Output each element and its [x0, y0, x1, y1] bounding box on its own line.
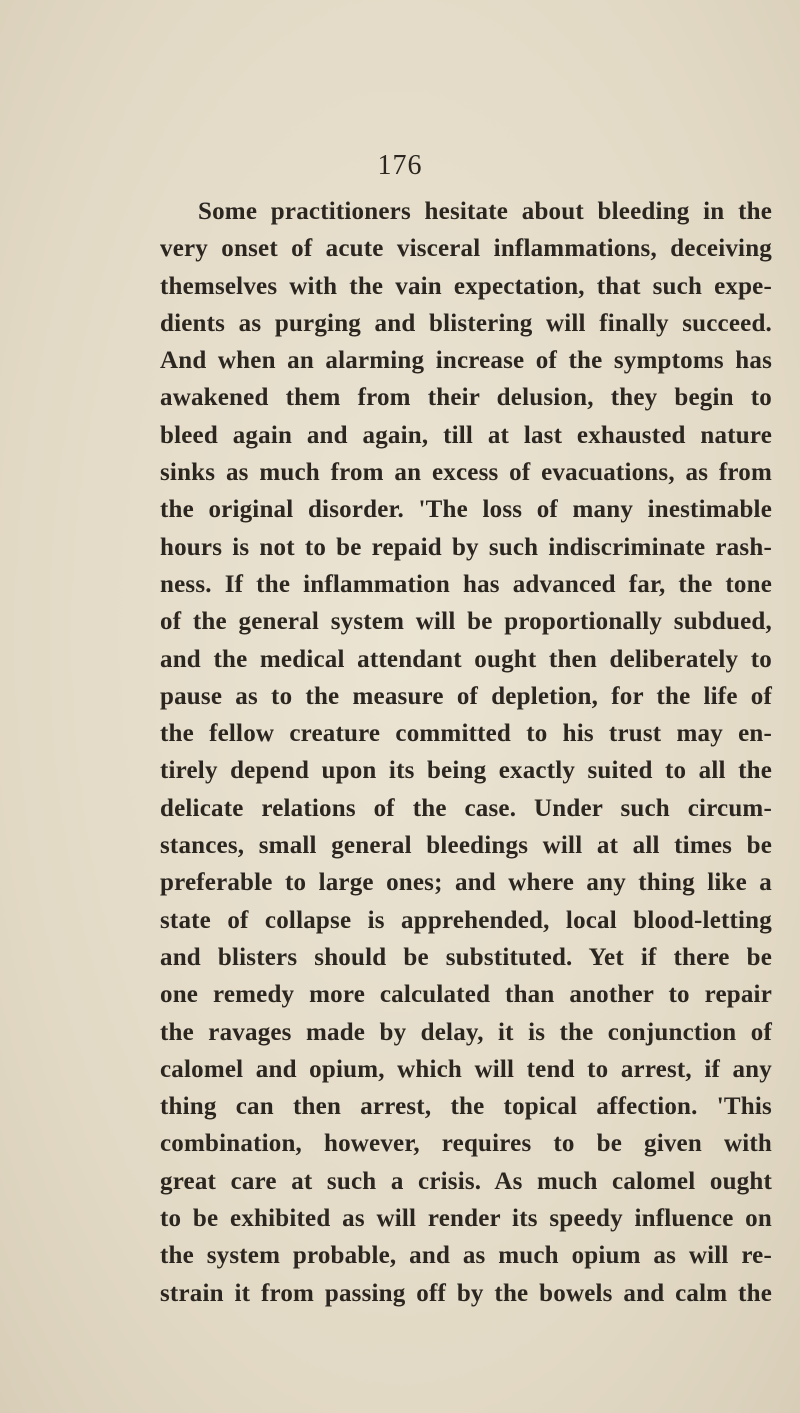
text-line: dients as purging and blistering will finally succeed. [160, 309, 772, 337]
text-line: and blisters should be substituted. Yet if there be [160, 943, 772, 971]
text-line: Some practitioners hesitate about bleeding in the [198, 198, 772, 225]
text-line: the fellow creature committed to his trust may en- [160, 720, 772, 748]
text-line: great care at such a crisis. As much calomel ought [160, 1167, 772, 1195]
text-line: themselves with the vain expectation, that such expe- [160, 272, 772, 300]
text-line: delicate relations of the case. Under such circum- [160, 794, 772, 822]
text-line: ness. If the inflammation has advanced far, the tone [160, 570, 772, 598]
text-line: bleed again and again, till at last exhausted nature [160, 421, 772, 449]
text-line: And when an alarming increase of the symptoms has [160, 347, 772, 375]
text-line: state of collapse is apprehended, local blood-letting [160, 906, 772, 934]
body-text [160, 193, 772, 1312]
text-line: tirely depend upon its being exactly suited to all the [160, 757, 772, 785]
text-line: pause as to the measure of depletion, for the life of [160, 682, 772, 710]
text-line: calomel and opium, which will tend to arrest, if any [160, 1055, 772, 1083]
text-line: hours is not to be repaid by such indiscriminate rash- [160, 533, 772, 561]
text-line: very onset of acute visceral inflammations, deceiving [160, 235, 772, 263]
text-line: of the general system will be proportionally subdued, [160, 608, 772, 636]
text-line: sinks as much from an excess of evacuations, as from [160, 459, 772, 487]
text-line: one remedy more calculated than another to repair [160, 981, 772, 1009]
text-line: to be exhibited as will render its speedy influence on [160, 1205, 772, 1233]
text-line: and the medical attendant ought then deliberately to [160, 645, 772, 673]
text-line: thing can then arrest, the topical affection. 'This [160, 1093, 772, 1121]
text-line: the system probable, and as much opium as will re- [160, 1242, 772, 1270]
text-line: the ravages made by delay, it is the conjunction of [160, 1018, 772, 1046]
text-line: stances, small general bleedings will at all times be [160, 832, 772, 860]
text-line: strain it from passing off by the bowels and calm the [160, 1279, 772, 1307]
text-line: combination, however, requires to be given with [160, 1130, 772, 1158]
text-line: the original disorder. 'The loss of many inestimable [160, 496, 772, 524]
page-number: 176 [377, 150, 423, 181]
text-line: preferable to large ones; and where any thing like a [160, 869, 772, 897]
text-line: awakened them from their delusion, they begin to [160, 384, 772, 412]
